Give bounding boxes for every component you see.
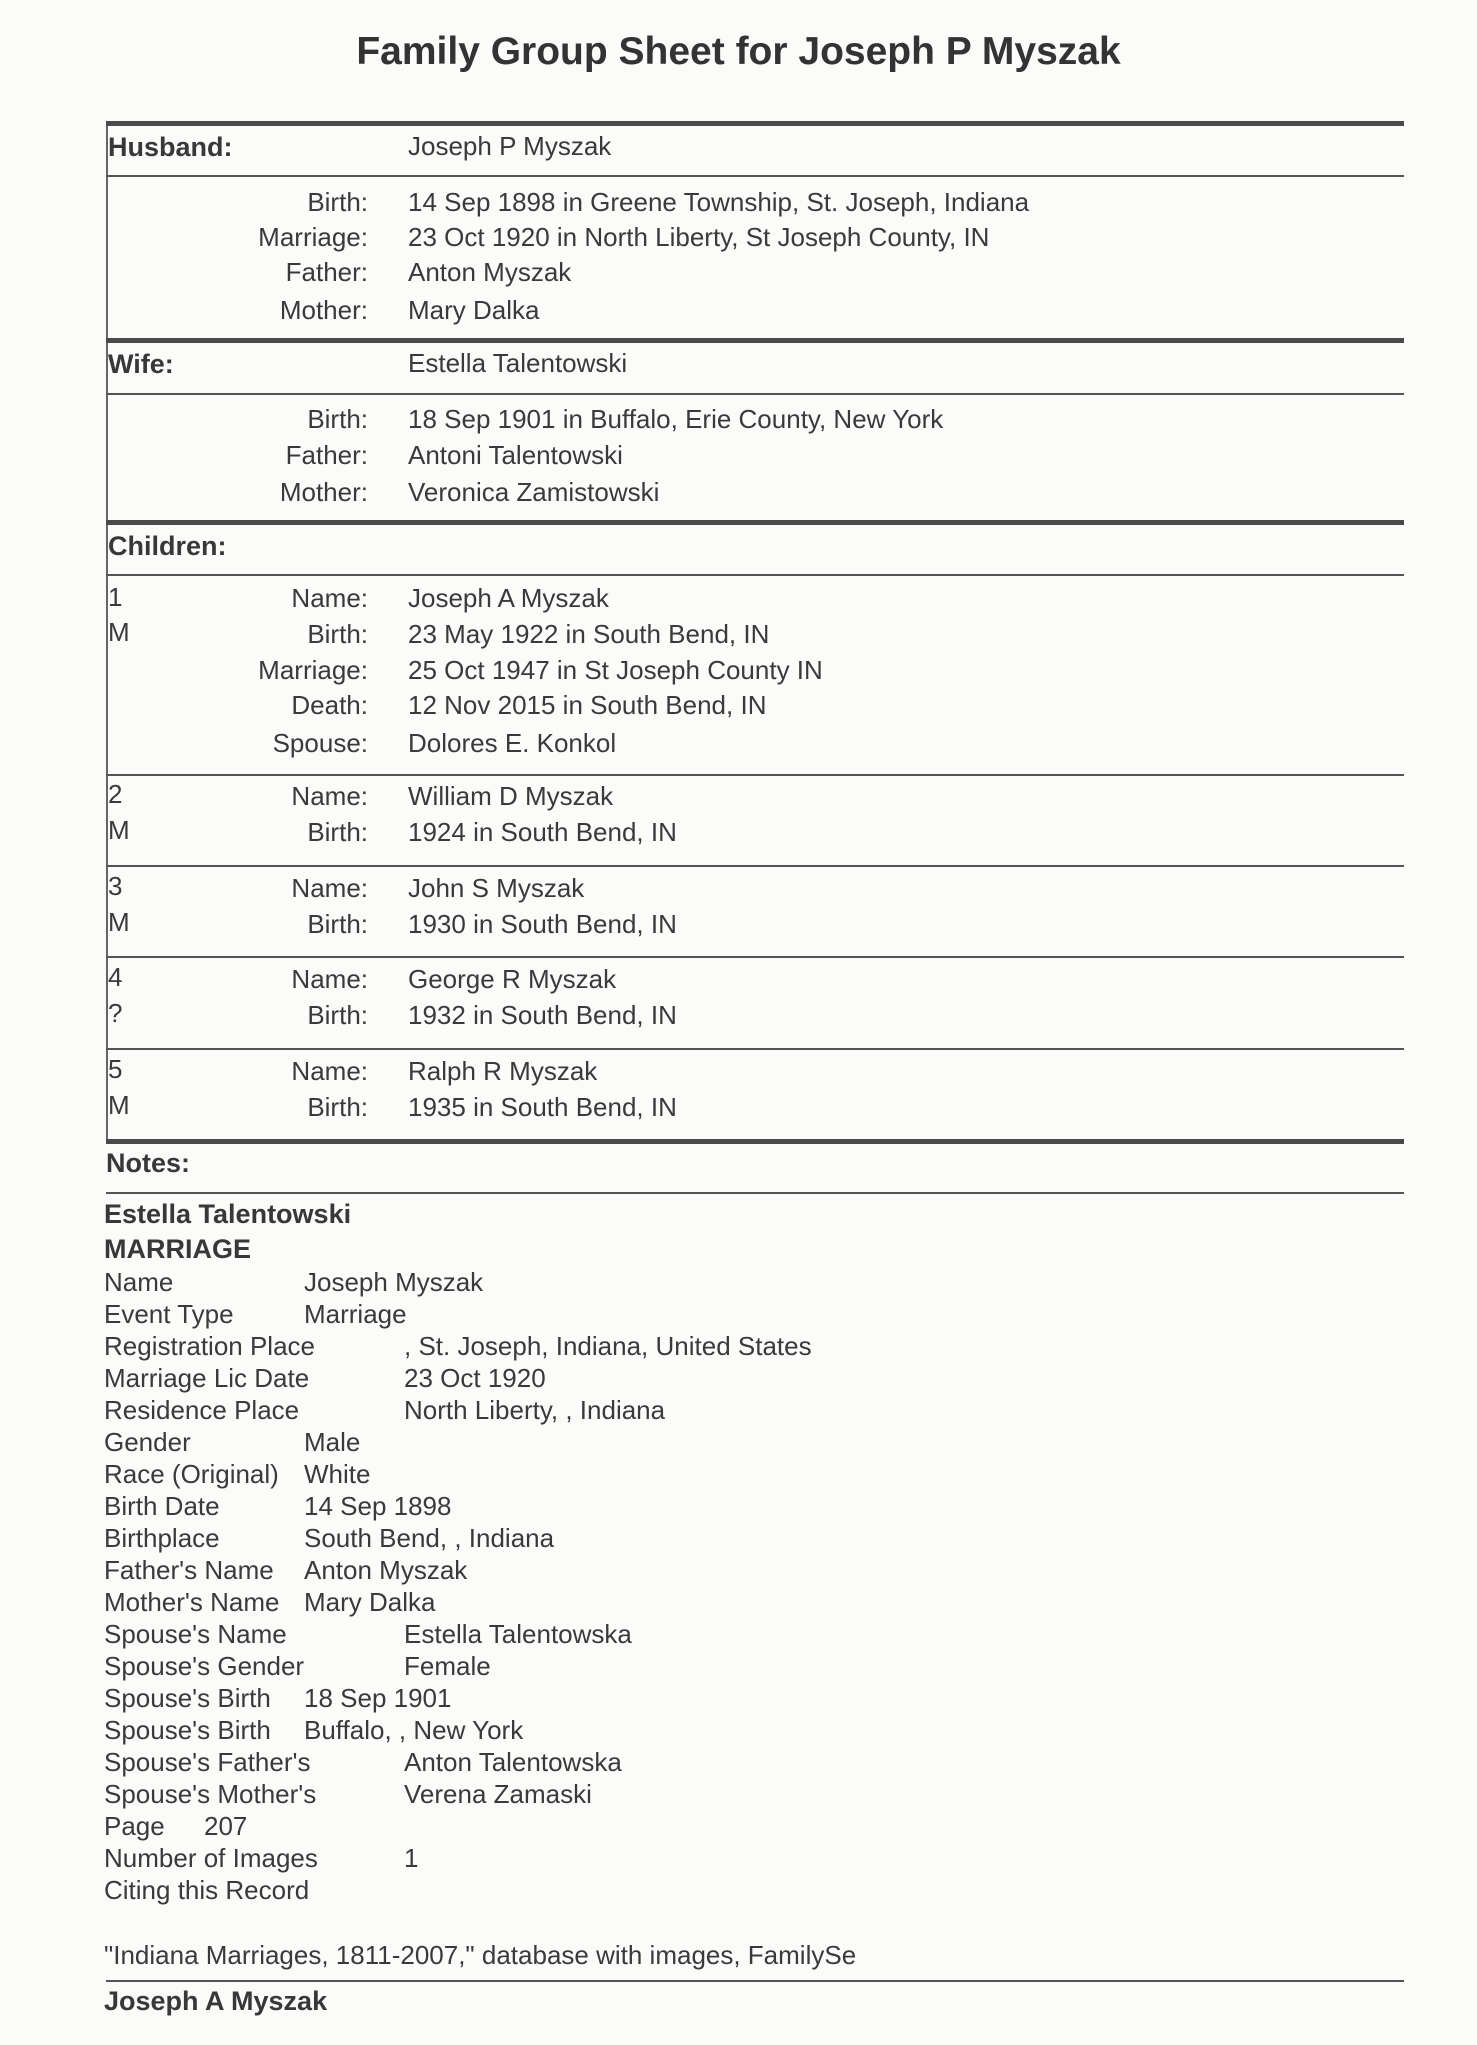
child-marriage-value: 25 Oct 1947 in St Joseph County IN [408,655,823,685]
child-birth-value: 1932 in South Bend, IN [408,1000,677,1030]
wife-header: Wife: [108,349,174,379]
child-name-label: Name: [291,583,368,613]
row-divider [106,774,1404,776]
child-name-label: Name: [291,1056,368,1086]
record-label: Mother's Name [104,1587,280,1617]
record-label: Marriage Lic Date [104,1363,310,1393]
record-value: Verena Zamaski [404,1779,592,1809]
record-value: North Liberty, , Indiana [404,1395,666,1425]
page-title: Family Group Sheet for Joseph P Myszak [356,30,1121,73]
record-label: Page [104,1811,165,1841]
child-number: 2 [108,779,123,809]
record-value: South Bend, , Indiana [304,1523,555,1553]
wife-father-value: Antoni Talentowski [408,440,623,470]
record-label: Spouse's Birth [104,1715,271,1745]
child-sex: M [108,617,130,647]
child-birth-label: Birth: [307,817,368,847]
record-value: Anton Myszak [304,1555,468,1585]
child-number: 5 [108,1054,123,1084]
section-divider [106,338,1404,343]
row-divider [106,175,1404,177]
row-divider [106,865,1404,867]
wife-mother-value: Veronica Zamistowski [408,477,660,507]
record-value: 18 Sep 1901 [304,1683,452,1713]
record-value: White [304,1459,371,1489]
child-sex: M [108,1090,130,1120]
record-label: Spouse's Gender [104,1651,305,1681]
record-value: Anton Talentowska [404,1747,622,1777]
child-name-value: Ralph R Myszak [408,1056,598,1086]
child-death-label: Death: [291,690,368,720]
record-label: Name [104,1267,174,1297]
child-name-value: Joseph A Myszak [408,583,609,613]
record-label: Event Type [104,1299,234,1329]
section-divider [106,121,1404,126]
row-divider [106,574,1404,576]
child-birth-label: Birth: [307,619,368,649]
child-sex: ? [108,998,123,1028]
section-divider [106,1139,1404,1144]
record-label: Race (Original) [104,1459,279,1489]
wife-mother-label: Mother: [279,477,368,507]
record-value: , St. Joseph, Indiana, United States [404,1331,812,1361]
record-value: 207 [204,1811,248,1841]
child-sex: M [108,815,130,845]
record-value: Buffalo, , New York [304,1715,524,1745]
record-label: Spouse's Name [104,1619,287,1649]
wife-birth-label: Birth: [307,404,368,434]
record-value: Marriage [304,1299,407,1329]
child-birth-value: 1935 in South Bend, IN [408,1092,677,1122]
husband-header: Husband: [108,132,233,162]
notes-header: Notes: [106,1148,191,1178]
child-birth-value: 1924 in South Bend, IN [408,817,677,847]
row-divider [106,1048,1404,1050]
record-label: Spouse's Mother's [104,1779,317,1809]
row-divider [106,393,1404,395]
record-label: Spouse's Birth [104,1683,271,1713]
husband-mother-value: Mary Dalka [408,295,540,325]
record-label: Citing this Record [104,1875,310,1905]
husband-marriage-value: 23 Oct 1920 in North Liberty, St Joseph County, IN [408,222,990,252]
child-birth-label: Birth: [307,1092,368,1122]
record-value: Joseph Myszak [304,1267,484,1297]
children-header: Children: [108,531,227,561]
husband-marriage-label: Marriage: [258,222,368,252]
child-birth-value: 1930 in South Bend, IN [408,909,677,939]
child-marriage-label: Marriage: [258,655,368,685]
child-number: 4 [108,962,123,992]
record-value: Female [404,1651,491,1681]
husband-name: Joseph P Myszak [408,131,612,161]
child-number: 1 [108,582,123,612]
child-name-label: Name: [291,873,368,903]
row-divider [106,1192,1404,1194]
child-birth-value: 23 May 1922 in South Bend, IN [408,619,770,649]
child-birth-label: Birth: [307,1000,368,1030]
child-number: 3 [108,871,123,901]
child-death-value: 12 Nov 2015 in South Bend, IN [408,690,767,720]
record-label: Gender [104,1427,191,1457]
husband-father-label: Father: [285,257,368,287]
next-person-header: Joseph A Myszak [104,1986,328,2016]
husband-mother-label: Mother: [279,295,368,325]
row-divider [106,1980,1404,1982]
record-value: 1 [404,1843,419,1873]
record-label: Father's Name [104,1555,274,1585]
husband-father-value: Anton Myszak [408,257,572,287]
husband-birth-label: Birth: [307,187,368,217]
record-value: 14 Sep 1898 [304,1491,452,1521]
record-label: Registration Place [104,1331,315,1361]
child-name-label: Name: [291,781,368,811]
record-value: 23 Oct 1920 [404,1363,546,1393]
record-value: Mary Dalka [304,1587,436,1617]
notes-section-title: MARRIAGE [104,1234,251,1264]
record-label: Spouse's Father's [104,1747,311,1777]
citation-text: "Indiana Marriages, 1811-2007," database with images, FamilySe [104,1940,857,1970]
row-divider [106,956,1404,958]
wife-name: Estella Talentowski [408,348,628,378]
record-value: Male [304,1427,361,1457]
child-sex: M [108,907,130,937]
record-label: Residence Place [104,1395,300,1425]
child-spouse-value: Dolores E. Konkol [408,728,617,758]
section-divider [106,520,1404,525]
record-label: Number of Images [104,1843,318,1873]
husband-birth-value: 14 Sep 1898 in Greene Township, St. Joseph, Indiana [408,187,1030,217]
wife-birth-value: 18 Sep 1901 in Buffalo, Erie County, New York [408,404,944,434]
child-name-label: Name: [291,964,368,994]
record-value: Estella Talentowska [404,1619,632,1649]
notes-person: Estella Talentowski [104,1199,352,1229]
child-name-value: William D Myszak [408,781,614,811]
child-name-value: George R Myszak [408,964,617,994]
record-label: Birthplace [104,1523,220,1553]
wife-father-label: Father: [285,440,368,470]
record-label: Birth Date [104,1491,220,1521]
child-name-value: John S Myszak [408,873,585,903]
child-spouse-label: Spouse: [272,728,368,758]
child-birth-label: Birth: [307,909,368,939]
